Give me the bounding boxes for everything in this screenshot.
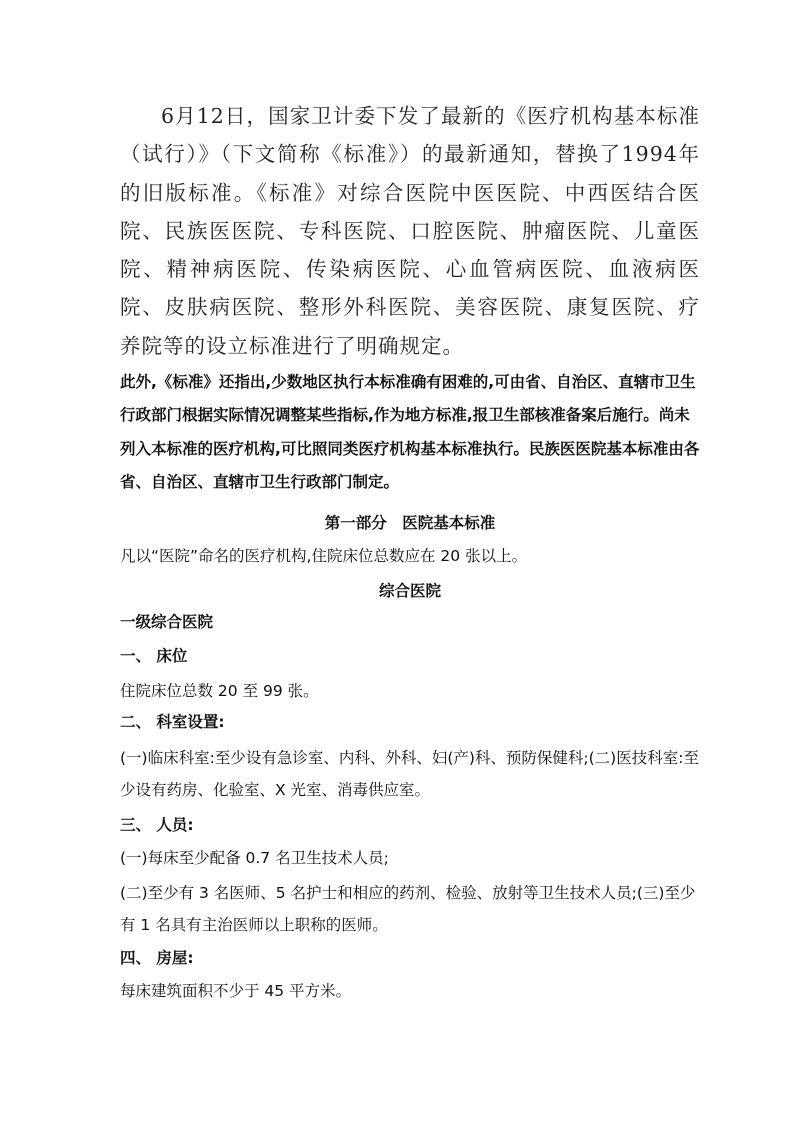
notice-paragraph: 此外,《标准》还指出,少数地区执行本标准确有困难的,可由省、自治区、直辖市卫生行政部门根据实际情况调整某些指标,作为地方标准,报卫生部核准备案后施行。尚未列入本标准的医疗机构,可比照同类医疗机构基本标准执行。民族医医院基本标准由各省、自治区、直辖市卫生行政部门制定。 xyxy=(120,373,700,491)
staff-item-1: (一)每床至少配备 0.7 名卫生技术人员; xyxy=(120,849,389,867)
building-heading: 四、 房屋: xyxy=(120,949,194,967)
departments-heading: 二、 科室设置: xyxy=(120,713,225,731)
hospital-definition: 凡以“医院”命名的医疗机构,住院床位总数应在 20 张以上。 xyxy=(120,547,528,565)
staff-item-2: (二)至少有 3 名医师、5 名护士和相应的药剂、检验、放射等卫生技术人员;(三)至少有 1 名具有主治医师以上职称的医师。 xyxy=(120,884,696,934)
beds-text: 住院床位总数 20 至 99 张。 xyxy=(120,682,319,700)
level-heading: 一级综合医院 xyxy=(120,613,214,631)
beds-heading: 一、 床位 xyxy=(120,647,188,665)
departments-text: (一)临床科室:至少设有急诊室、内科、外科、妇(产)科、预防保健科;(二)医技科室:至少设有药房、化验室、X 光室、消毒供应室。 xyxy=(120,749,699,799)
section-heading: 综合医院 xyxy=(378,582,441,600)
staff-heading: 三、 人员: xyxy=(120,816,194,834)
intro-paragraph: 6月12日，国家卫计委下发了最新的《医疗机构基本标准（试行）》（下文简称《标准》）的最新通知，替换了1994年的旧版标准。《标准》对综合医院中医医院、中西医结合医院、民族医医院、专科医院、口腔医院、肿瘤医院、儿童医院、精神病医院、传染病医院、心血管病医院、血液病医院、皮肤病医院、整形外科医院、美容医院、康复医院、疗养院等的设立标准进行了明确规定。 xyxy=(120,104,700,358)
building-text: 每床建筑面积不少于 45 平方米。 xyxy=(120,982,352,1000)
part-heading: 第一部分 医院基本标准 xyxy=(324,514,496,532)
